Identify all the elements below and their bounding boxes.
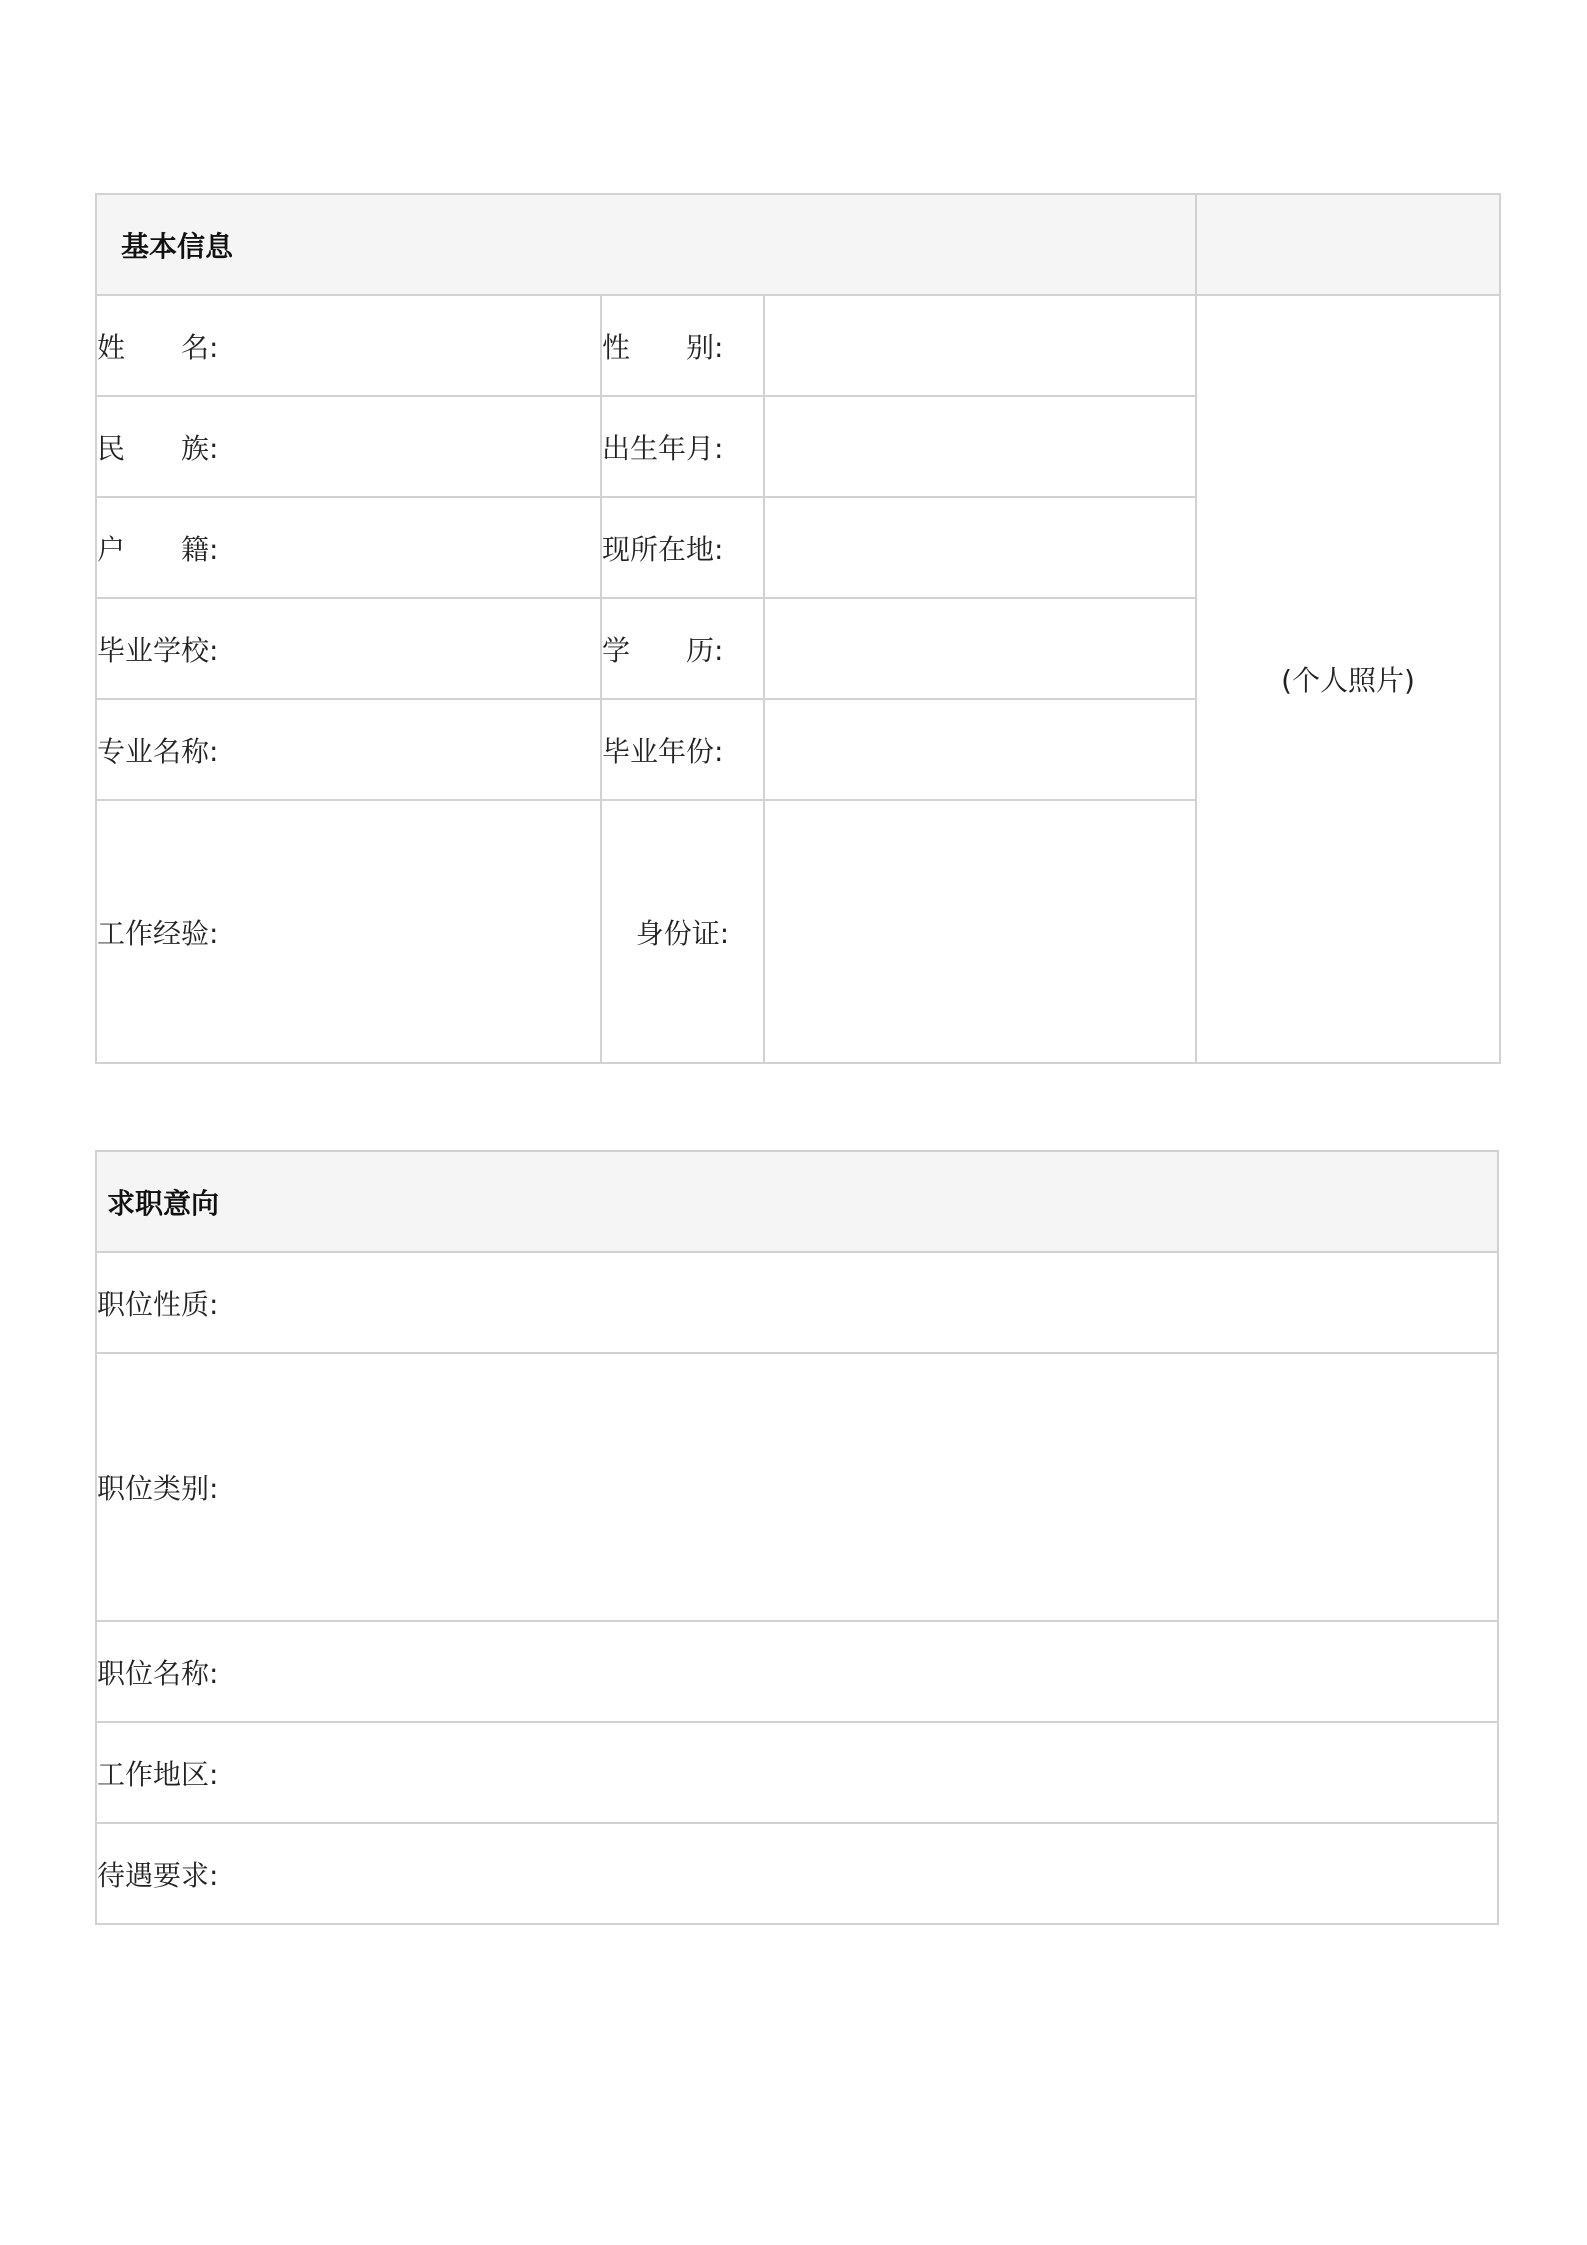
- graduation-school-label: 毕业学校:: [96, 598, 601, 699]
- form-row-salary: [96, 1823, 1498, 1924]
- form-row-work-region: [96, 1722, 1498, 1823]
- salary-requirement-label: 待遇要求:: [96, 1823, 1498, 1924]
- major-label: 专业名称:: [96, 699, 601, 800]
- photo-header-cell: [1196, 194, 1500, 295]
- job-category-label: 职位类别:: [96, 1353, 1498, 1621]
- education-value-field[interactable]: [764, 598, 1196, 699]
- name-label: 姓 名:: [96, 295, 601, 396]
- current-location-value-field[interactable]: [764, 497, 1196, 598]
- basic-info-header-row: [96, 194, 1500, 295]
- graduation-year-value-field[interactable]: [764, 699, 1196, 800]
- form-row-job-nature: [96, 1252, 1498, 1353]
- basic-info-table: [95, 193, 1501, 1064]
- birth-date-label: 出生年月:: [601, 396, 764, 497]
- form-row-job-category: [96, 1353, 1498, 1621]
- graduation-year-label: 毕业年份:: [601, 699, 764, 800]
- job-intent-title: 求职意向: [96, 1151, 1498, 1252]
- form-row-name: [96, 295, 1500, 396]
- personal-photo-placeholder[interactable]: (个人照片): [1196, 295, 1500, 1063]
- job-title-label: 职位名称:: [96, 1621, 1498, 1722]
- form-row-job-title: [96, 1621, 1498, 1722]
- id-card-label: 身份证:: [601, 800, 764, 1063]
- gender-value-field[interactable]: [764, 295, 1196, 396]
- job-intent-header-row: [96, 1151, 1498, 1252]
- id-card-value-field[interactable]: [764, 800, 1196, 1063]
- current-location-label: 现所在地:: [601, 497, 764, 598]
- gender-label: 性 别:: [601, 295, 764, 396]
- education-label: 学 历:: [601, 598, 764, 699]
- work-experience-label: 工作经验:: [96, 800, 601, 1063]
- ethnicity-label: 民 族:: [96, 396, 601, 497]
- work-region-label: 工作地区:: [96, 1722, 1498, 1823]
- basic-info-title: 基本信息: [96, 194, 1196, 295]
- job-intent-table: [95, 1150, 1499, 1925]
- birth-date-value-field[interactable]: [764, 396, 1196, 497]
- household-registration-label: 户 籍:: [96, 497, 601, 598]
- job-nature-label: 职位性质:: [96, 1252, 1498, 1353]
